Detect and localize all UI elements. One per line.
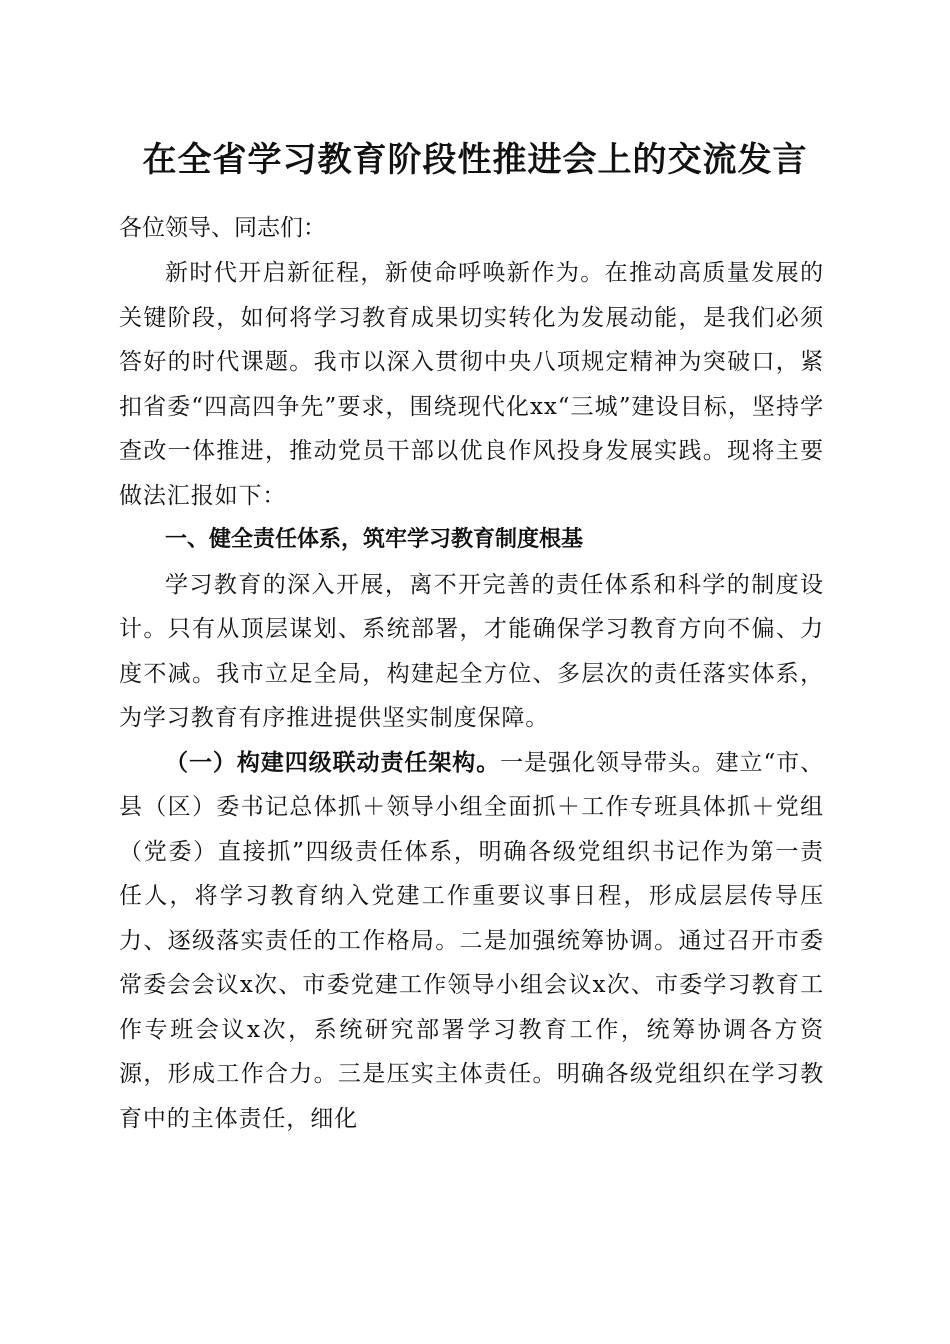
- salutation: 各位领导、同志们：: [119, 215, 326, 241]
- section-1-paragraph: 学习教育的深入开展，离不开完善的责任体系和科学的制度设计。只有从顶层谋划、系统部署，才能确保学习教育方向不偏、力度不减。我市立足全局，构建起全方位、多层次的责任落实体系，为学习教育有序推进提供坚实制度保障。: [119, 571, 824, 731]
- document-title: 在全省学习教育阶段性推进会上的交流发言: [142, 140, 808, 180]
- subsection-heading-1: （一）构建四级联动责任架构。: [165, 748, 501, 776]
- section-heading-1: 一、健全责任体系，筑牢学习教育制度根基: [165, 527, 584, 552]
- subsection-1-text: 一是强化领导带头。建立“市、县（区）委书记总体抓＋领导小组全面抓＋工作专班具体抓＋党组（党委）直接抓”四级责任体系，明确各级党组织书记作为第一责任人，将学习教育纳入党建工作重要议事日程，形成层层传导压力、逐级落实责任的工作格局。二是加强统筹协调。通过召开市委常委会会议x次、市委党建工作领导小组会议x次、市委学习教育工作专班会议x次，系统研究部署学习教育工作，统筹协调各方资源，形成工作合力。三是压实主体责任。明确各级党组织在学习教育中的主体责任，细化: [119, 749, 824, 1132]
- document-body: [119, 206, 824, 1141]
- subsection-1-paragraph: [119, 741, 824, 1142]
- intro-paragraph: 新时代开启新征程，新使命呼唤新作为。在推动高质量发展的关键阶段，如何将学习教育成果切实转化为发展动能，是我们必须答好的时代课题。我市以深入贯彻中央八项规定精神为突破口，紧扣省委“四高四争先”要求，围绕现代化xx“三城”建设目标，坚持学查改一体推进，推动党员干部以优良作风投身发展实践。现将主要做法汇报如下：: [119, 260, 824, 509]
